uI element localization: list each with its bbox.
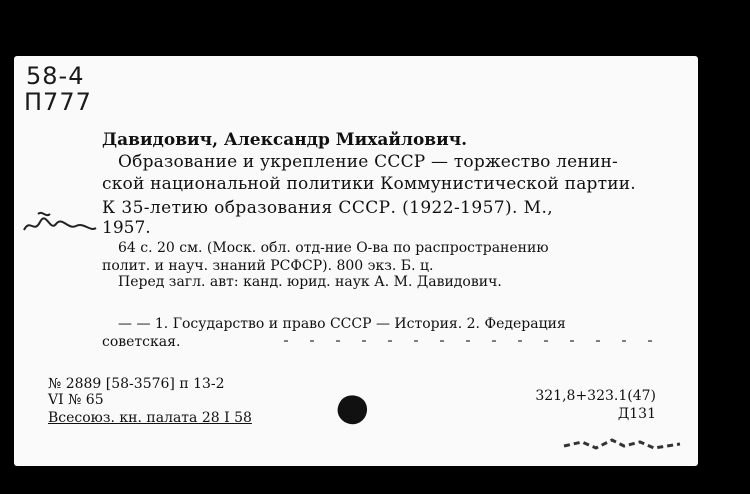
dotted-divider [284,338,664,344]
subject-line: — — 1. Государство и право СССР — История. 2. Федерация [118,316,566,332]
description-line: полит. и науч. знаний РСФСР). 800 экз. Б. ц. [102,258,434,274]
catalog-card [14,56,698,466]
title-line: К 35-летию образования СССР. (1922-1957). М., [102,198,554,218]
subject-line: советская. [102,334,181,350]
series-number: VI № 65 [48,392,104,408]
author-mark: Д131 [617,406,656,422]
title-line: Образование и укрепление СССР — торжество ленин- [118,152,618,172]
handwritten-scribble-icon [20,208,100,238]
publisher-chamber: Всесоюз. кн. палата 28 I 58 [48,410,252,426]
classification-code: 321,8+323.1(47) [535,388,656,404]
title-line: 1957. [102,218,151,238]
registration-number: № 2889 [58-3576] п 13-2 [48,376,225,392]
shelf-mark-bottom: Π777 [24,88,92,116]
description-line: 64 с. 20 см. (Моск. обл. отд-ние О-ва по распространению [118,240,549,256]
stamp-smudge-icon [562,436,682,452]
author-heading: Давидович, Александр Михайлович. [102,130,468,150]
description-line: Перед загл. авт: канд. юрид. наук А. М. Давидович. [118,274,502,290]
shelf-mark-top: 58-4 [26,62,85,90]
ink-blot-icon [332,390,372,430]
title-line: ской национальной политики Коммунистической партии. [102,174,636,194]
